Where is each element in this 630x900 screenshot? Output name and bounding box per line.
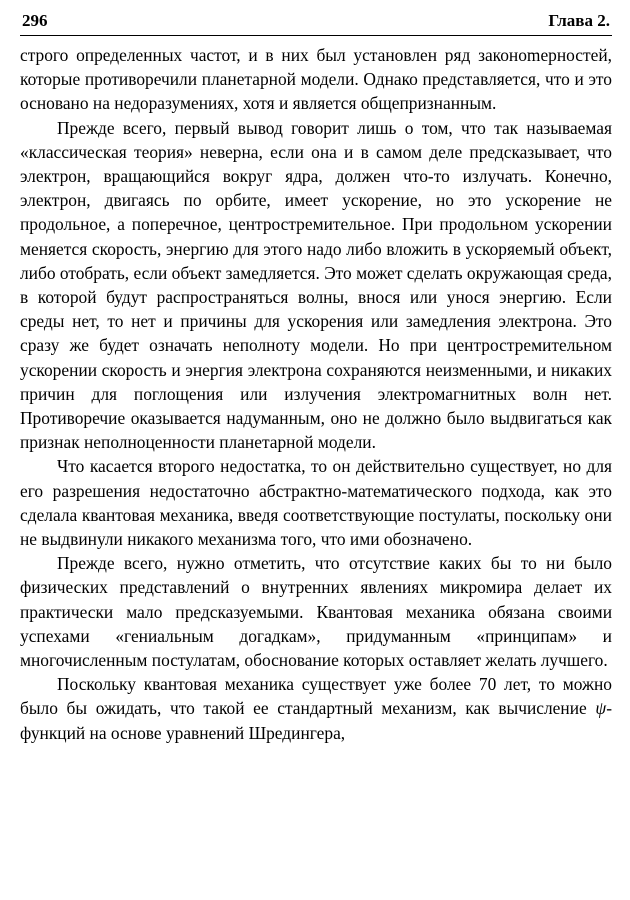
body-text	[20, 43, 612, 745]
running-head	[20, 10, 612, 32]
paragraph-5-start: Поскольку квантовая механика существует уже более 70 лет, то можно было бы ожидать, что такой ее стандартный механизм, как вычисление	[20, 674, 612, 719]
paragraph-5-end: -функций на основе уравнений Шредингера,	[20, 698, 612, 743]
paragraph-5	[20, 672, 612, 745]
paragraph-1: строго определенных частот, и в них был установлен ряд законоmерностей, которые противоречили планетарной модели. Однако представляется, что и это основано на недоразумениях, хотя и является общепризнанным.	[20, 45, 612, 114]
paragraph-3: Что касается второго недостатка, то он действительно существует, но для его разрешения недостаточно абстрактно-математического подхода, как это сделала квантовая механика, введя соответствующие постулаты, поскольку они не выдвинули никакого механизма того, что ими обозначено.	[20, 456, 612, 550]
psi-symbol: ψ	[595, 698, 607, 719]
paragraph-4: Прежде всего, нужно отметить, что отсутствие каких бы то ни было физических представлений о внутренних явлениях микромира делает их практически мало предсказуемыми. Квантовая механика обязана своими успехами «гениальным догадкам», придуманным «принципам» и многочисленным постулатам, обоснование которых оставляет желать лучшего.	[20, 553, 612, 671]
document-page	[20, 10, 612, 745]
paragraph-2: Прежде всего, первый вывод говорит лишь о том, что так называемая «классическая теория» неверна, если она и в самом деле предсказывает, что электрон, вращающийся вокруг ядра, должен что-то излучать. Конечно, электрон, двигаясь по орбите, имеет ускорение, но это ускорение не продольное, а поперечное, центростремительное. При продольном ускорении меняется скорость, энергию для этого надо либо вложить в ускоряемый объект, либо отобрать, если объект замедляется. Это может сделать окружающая среда, в которой будут распространяться волны, внося или унося энергию. Если среды нет, то нет и причины для ускорения или замедления электрона. Это сразу же будет означать неполноту модели. Но при центростремительном ускорении скорость и энергия электрона сохраняются неизменными, и никаких причин для поглощения или излучения электромагнитных волн нет. Противоречие оказывается надуманным, оно не должно было выдвигаться как признак неполноценности планетарной модели.	[20, 117, 612, 453]
page-number: 296	[22, 11, 48, 30]
header-rule	[20, 35, 612, 36]
chapter-title: Глава 2.	[548, 11, 610, 30]
